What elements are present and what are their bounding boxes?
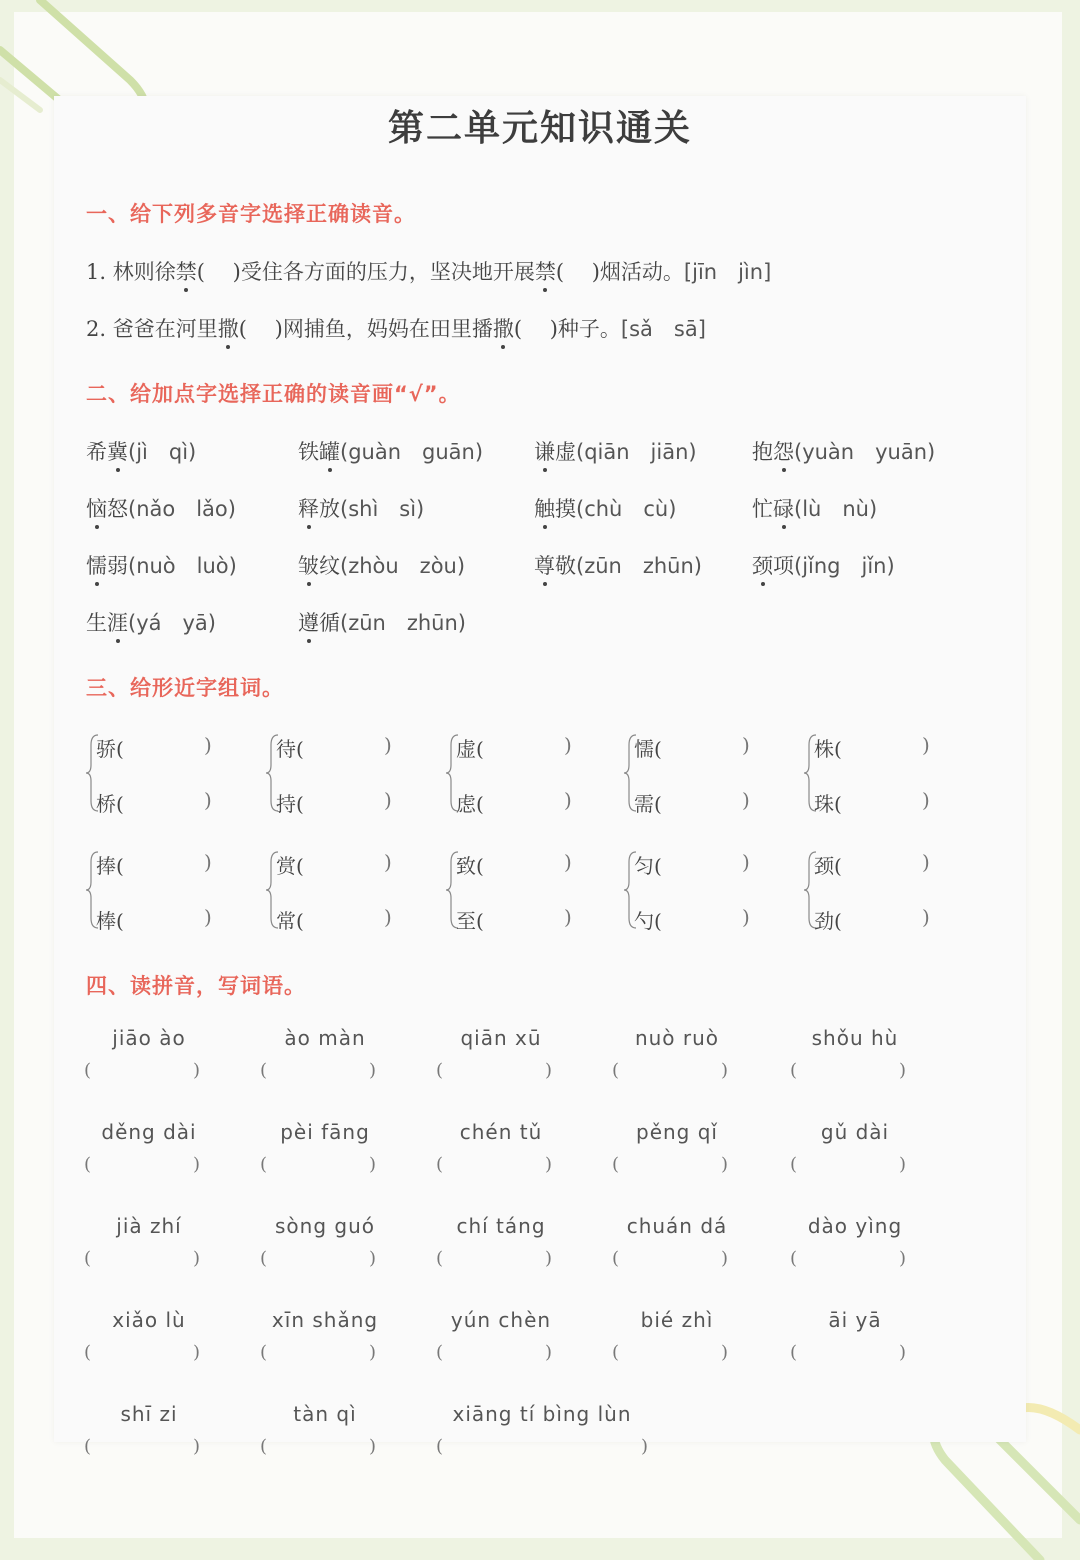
word-pinyin: jià zhí [116, 1214, 182, 1238]
s4-word-cell [84, 1026, 214, 1081]
s3-char-pair: 赏( ) 常( ) [266, 850, 416, 930]
s4-word-cell [612, 1308, 742, 1363]
word-pinyin: pěng qǐ [636, 1120, 718, 1144]
s4-word-cell [612, 1120, 742, 1175]
word-pinyin: bié zhì [640, 1308, 714, 1332]
s2-item: 希冀(jì qì) [86, 440, 197, 464]
s2-item: 释放(shì sì) [298, 497, 425, 521]
word-pinyin: sòng guó [275, 1214, 375, 1238]
answer-blank[interactable]: ( ) [790, 1154, 906, 1175]
word-pinyin: chén tǔ [459, 1120, 543, 1144]
word-pinyin: xīn shǎng [271, 1308, 379, 1332]
s4-word-cell [436, 1308, 566, 1363]
s2-item: 尊敬(zūn zhūn) [534, 554, 702, 578]
pinyin-options[interactable]: (shì sì) [340, 497, 425, 521]
answer-blank[interactable]: ( ) [84, 1248, 200, 1269]
s3-char-pair: 捧( ) 棒( ) [86, 850, 236, 930]
s2-item: 遵循(zūn zhūn) [298, 611, 466, 635]
s4-word-cell [612, 1026, 742, 1081]
word-pinyin: xiǎo lù [112, 1308, 186, 1332]
word-pinyin: qiān xū [460, 1026, 542, 1050]
pinyin-options[interactable]: (guàn guān) [340, 440, 484, 464]
s1-item-2: 2. 爸爸在河里撒( )网捕鱼，妈妈在田里播撒( )种子。[sǎ sā] [86, 317, 706, 341]
answer-blank[interactable]: ( ) [612, 1154, 728, 1175]
pinyin-options[interactable]: (nuò luò) [128, 554, 237, 578]
pinyin-options[interactable]: (jǐng jǐn) [794, 554, 895, 578]
s2-item: 忙碌(lù nù) [752, 497, 878, 521]
answer-blank[interactable]: ( ) [84, 1436, 200, 1457]
answer-blank[interactable]: ( ) [436, 1342, 552, 1363]
pinyin-options[interactable]: (lù nù) [794, 497, 878, 521]
s4-word-cell [436, 1120, 566, 1175]
word-pinyin: shǒu hù [811, 1026, 899, 1050]
s3-char-pair: 待( ) 持( ) [266, 733, 416, 813]
s4-word-cell [84, 1308, 214, 1363]
s3-char-pair: 颈( ) 劲( ) [804, 850, 954, 930]
pinyin-options[interactable]: (qiān jiān) [576, 440, 697, 464]
section-2-heading: 二、给加点字选择正确的读音画“√”。 [86, 382, 461, 406]
answer-blank[interactable]: ( ) [260, 1436, 376, 1457]
s4-word-cell [436, 1026, 566, 1081]
s4-word-cell [790, 1308, 920, 1363]
s3-char-pair: 虚( ) 虑( ) [446, 733, 596, 813]
answer-blank[interactable]: ( ) [436, 1060, 552, 1081]
answer-blank[interactable]: ( ) [260, 1060, 376, 1081]
s4-word-cell [260, 1308, 390, 1363]
pinyin-options[interactable]: (zūn zhūn) [340, 611, 466, 635]
s3-char-pair: 致( ) 至( ) [446, 850, 596, 930]
word-pinyin: ào màn [284, 1026, 366, 1050]
s4-word-cell [790, 1026, 920, 1081]
s2-item: 颈项(jǐng jǐn) [752, 554, 895, 578]
answer-blank[interactable]: ( ) [612, 1342, 728, 1363]
word-pinyin: nuò ruò [634, 1026, 720, 1050]
s2-item: 生涯(yá yā) [86, 611, 216, 635]
word-pinyin: jiāo ào [112, 1026, 186, 1050]
answer-blank[interactable]: ( ) [260, 1248, 376, 1269]
s2-item: 谦虚(qiān jiān) [534, 440, 697, 464]
word-pinyin: pèi fāng [280, 1120, 370, 1144]
s3-char-pair: 懦( ) 需( ) [624, 733, 774, 813]
pinyin-options[interactable]: (jì qì) [128, 440, 197, 464]
s4-word-cell [260, 1214, 390, 1269]
pinyin-options[interactable]: (nǎo lǎo) [128, 497, 236, 521]
pinyin-options[interactable]: (zūn zhūn) [576, 554, 702, 578]
s4-word-cell [790, 1120, 920, 1175]
answer-blank[interactable]: ( ) [436, 1248, 552, 1269]
word-pinyin: děng dài [101, 1120, 197, 1144]
s4-word-cell [436, 1402, 648, 1457]
page-title: 第二单元知识通关 [387, 107, 692, 149]
answer-blank[interactable]: ( ) [84, 1342, 200, 1363]
word-pinyin: dào yìng [807, 1214, 903, 1238]
pinyin-options[interactable]: (yuàn yuān) [794, 440, 936, 464]
word-pinyin: āi yā [828, 1308, 882, 1332]
answer-blank[interactable]: ( ) [790, 1060, 906, 1081]
answer-blank[interactable]: ( ) [612, 1248, 728, 1269]
s2-item: 恼怒(nǎo lǎo) [86, 497, 236, 521]
s4-word-cell [436, 1214, 566, 1269]
answer-blank[interactable]: ( ) [790, 1248, 906, 1269]
s2-item: 皱纹(zhòu zòu) [298, 554, 466, 578]
s4-word-cell [612, 1214, 742, 1269]
answer-blank[interactable]: ( ) [260, 1154, 376, 1175]
pinyin-options[interactable]: (zhòu zòu) [340, 554, 466, 578]
answer-blank[interactable]: ( ) [612, 1060, 728, 1081]
word-pinyin: gǔ dài [820, 1120, 890, 1144]
word-pinyin: tàn qì [293, 1402, 357, 1426]
word-pinyin: xiāng tí bìng lùn [452, 1402, 632, 1426]
s2-item: 抱怨(yuàn yuān) [752, 440, 936, 464]
s2-item: 懦弱(nuò luò) [86, 554, 237, 578]
s1-item-1: 1. 林则徐禁( )受住各方面的压力，坚决地开展禁( )烟活动。[jīn jìn] [86, 260, 772, 284]
word-pinyin: chuán dá [626, 1214, 728, 1238]
s4-word-cell [260, 1120, 390, 1175]
s4-word-cell [260, 1402, 390, 1457]
s2-item: 触摸(chù cù) [534, 497, 677, 521]
s4-word-cell [84, 1214, 214, 1269]
s3-char-pair: 骄( ) 桥( ) [86, 733, 236, 813]
answer-blank[interactable]: ( ) [260, 1342, 376, 1363]
answer-blank[interactable]: ( ) [790, 1342, 906, 1363]
s4-word-cell [790, 1214, 920, 1269]
answer-blank[interactable]: ( ) [84, 1154, 200, 1175]
s3-char-pair: 株( ) 珠( ) [804, 733, 954, 813]
answer-blank[interactable]: ( ) [84, 1060, 200, 1081]
s4-word-cell [260, 1026, 390, 1081]
section-4-heading: 四、读拼音，写词语。 [86, 974, 306, 998]
pinyin-options[interactable]: (yá yā) [128, 611, 216, 635]
s4-word-cell [84, 1120, 214, 1175]
word-pinyin: chí táng [456, 1214, 546, 1238]
s3-char-pair: 匀( ) 勺( ) [624, 850, 774, 930]
answer-blank[interactable]: ( ) [436, 1154, 552, 1175]
word-pinyin: yún chèn [450, 1308, 552, 1332]
section-3-heading: 三、给形近字组词。 [86, 676, 284, 700]
answer-blank[interactable]: ( ) [436, 1436, 648, 1457]
pinyin-options[interactable]: (chù cù) [576, 497, 677, 521]
s4-word-cell [84, 1402, 214, 1457]
section-1-heading: 一、给下列多音字选择正确读音。 [86, 202, 416, 226]
word-pinyin: shī zi [120, 1402, 178, 1426]
s2-item: 铁罐(guàn guān) [298, 440, 484, 464]
